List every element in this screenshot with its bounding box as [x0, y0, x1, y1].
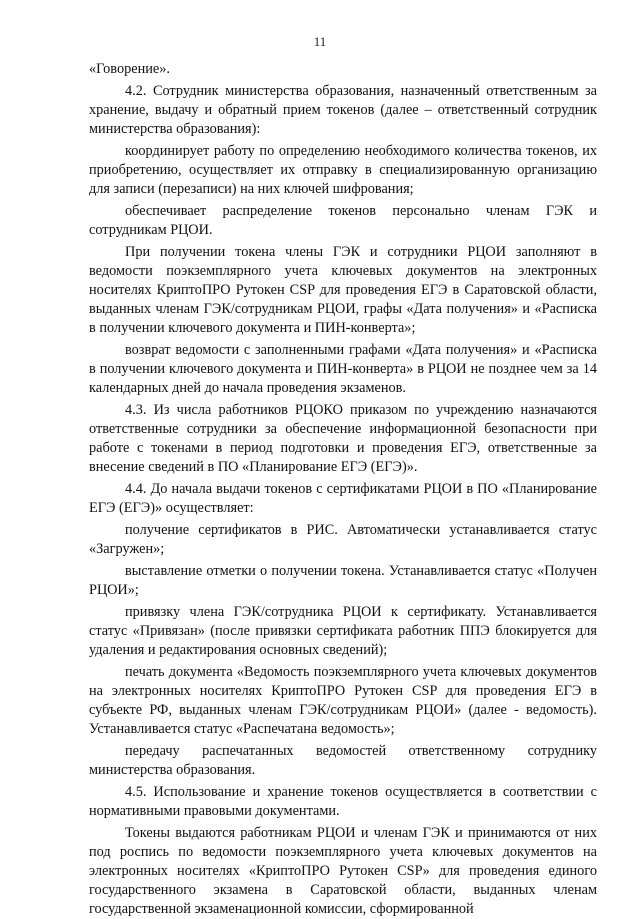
paragraph: «Говорение».	[89, 61, 170, 77]
paragraph: возврат ведомости с заполненными графами «Дата получения» и «Расписка в получении ключевого документа и ПИН-конверта» в РЦОИ не позднее чем за 14 календарных дней до начала проведения экзаменов.	[89, 342, 597, 396]
paragraph: 4.3. Из числа работников РЦОКО приказом по учреждению назначаются ответственные сотрудники за обеспечение информационной безопасности при работе с токенами в период подготовки и проведения ЕГЭ, ответственные за внесение сведений в ПО «Планирование ЕГЭ (ЕГЭ)».	[89, 402, 597, 475]
paragraph: При получении токена члены ГЭК и сотрудники РЦОИ заполняют в ведомости поэкземплярного учета ключевых документов на электронных носителях КриптоПРО Рутокен CSP для проведения ЕГЭ в Саратовской области, выданных членам ГЭК/сотрудникам РЦОИ, графы «Дата получения» и «Расписка в получении ключевого документа и ПИН-конверта»;	[89, 244, 597, 336]
paragraph: привязку члена ГЭК/сотрудника РЦОИ к сертификату. Устанавливается статус «Привязан» (после привязки сертификата работник ППЭ блокируется для удаления и редактирования основных сведений);	[89, 604, 597, 658]
paragraph: печать документа «Ведомость поэкземплярного учета ключевых документов на электронных носителях КриптоПРО Рутокен CSP для проведения ЕГЭ в субъекте РФ, выданных членам ГЭК/сотрудникам РЦОИ» (далее - ведомость). Устанавливается статус «Распечатана ведомость»;	[89, 664, 597, 737]
paragraph: обеспечивает распределение токенов персонально членам ГЭК и сотрудникам РЦОИ.	[89, 203, 597, 238]
page-number: 11	[313, 34, 327, 49]
paragraph: 4.2. Сотрудник министерства образования, назначенный ответственным за хранение, выдачу и обратный прием токенов (далее – ответственный сотрудник министерства образования):	[89, 83, 597, 137]
paragraph: Токены выдаются работникам РЦОИ и членам ГЭК и принимаются от них под роспись по ведомости поэкземплярного учета ключевых документов на электронных носителях «КриптоПРО Рутокен CSP» для проведения единого государственного экзамена в Саратовской области, выданных членам государственной экзаменационной комиссии, сформированной	[89, 825, 597, 917]
paragraph: координирует работу по определению необходимого количества токенов, их приобретению, осуществляет их отправку в специализированную организацию для записи (перезаписи) на них ключей шифрования;	[89, 143, 597, 197]
paragraph: 4.4. До начала выдачи токенов с сертификатами РЦОИ в ПО «Планирование ЕГЭ (ЕГЭ)» осуществляет:	[89, 481, 597, 516]
paragraph: выставление отметки о получении токена. Устанавливается статус «Получен РЦОИ»;	[89, 563, 597, 598]
paragraph: получение сертификатов в РИС. Автоматически устанавливается статус «Загружен»;	[89, 522, 597, 557]
document-body	[89, 60, 597, 919]
paragraph: 4.5. Использование и хранение токенов осуществляется в соответствии с нормативными правовыми документами.	[89, 784, 597, 819]
paragraph: передачу распечатанных ведомостей ответственному сотруднику министерства образования.	[89, 743, 597, 778]
